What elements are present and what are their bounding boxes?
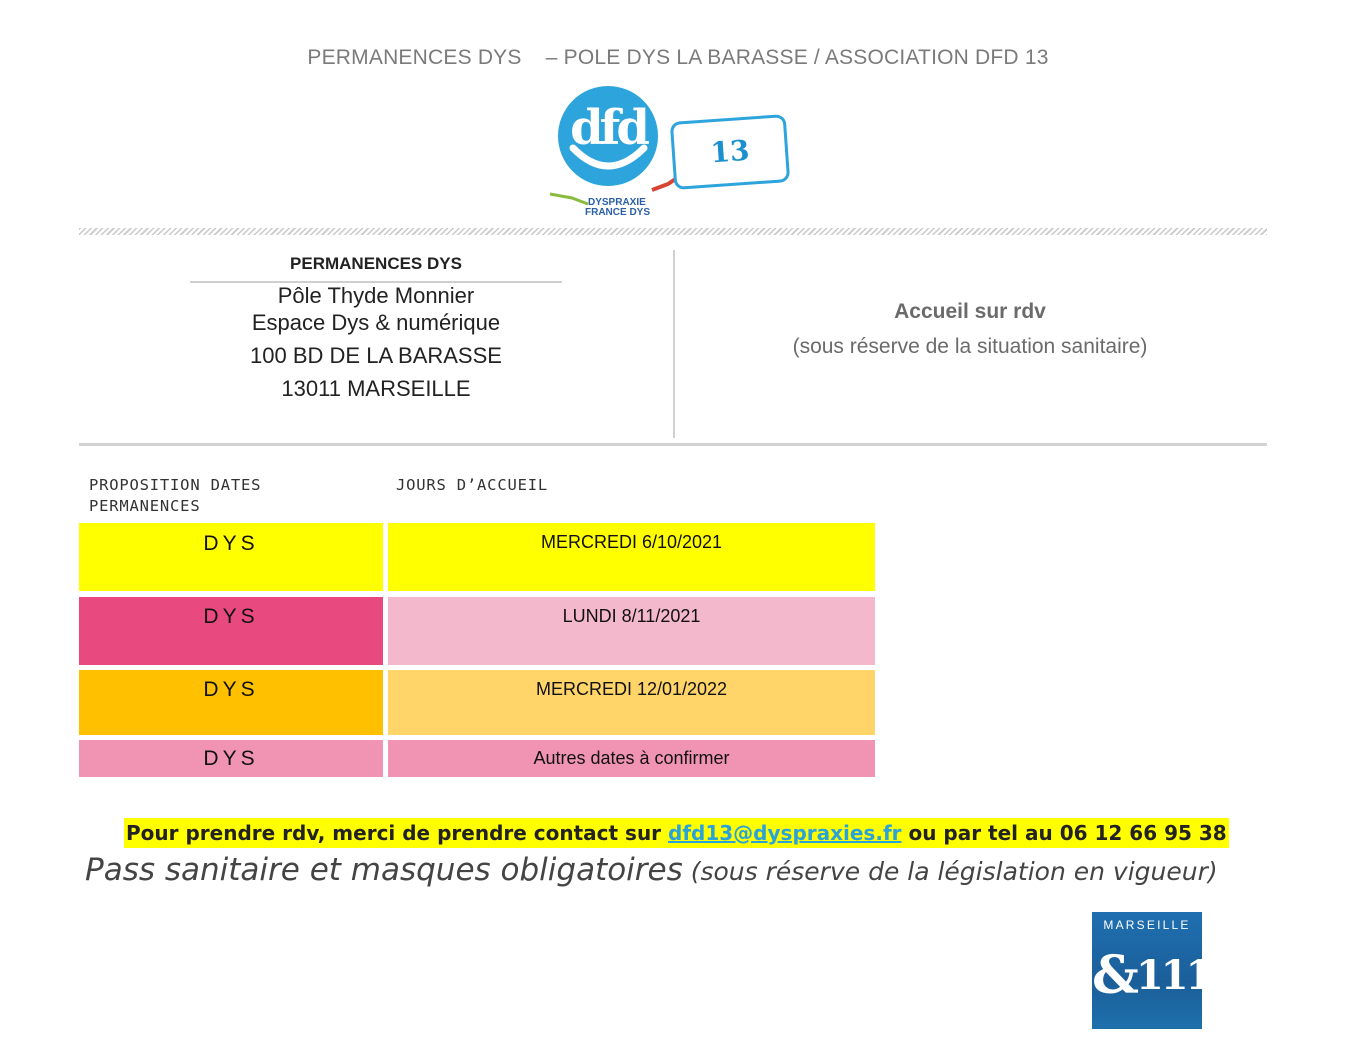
dfd-logo-badge: 13 [670,114,790,190]
info-heading: PERMANENCES DYS [290,254,462,273]
dfd-logo-tagline-2: FRANCE DYS [585,207,651,218]
table-cell-date: Autres dates à confirmer [388,740,875,777]
address-line: Espace Dys & numérique [251,310,501,335]
table-cell-type: DYS [79,597,383,665]
accueil-title: Accueil sur rdv [894,300,1046,323]
page-title: PERMANENCES DYS – POLE DYS LA BARASSE / ASSOCIATION DFD 13 [307,46,1049,69]
table-cell-date: MERCREDI 6/10/2021 [388,523,875,591]
table-cell-type: DYS [79,740,383,777]
pass-main-text: Pass sanitaire et masques obligatoires [85,852,683,888]
accueil-note: (sous réserve de la situation sanitaire) [792,335,1148,358]
marseille-logo-label: MARSEILLE [1103,918,1191,932]
pass-note-text: (sous réserve de la législation en vigueur) [682,857,1218,886]
marseille-11-12-logo [1092,912,1236,1029]
column-header-dates: PROPOSITION DATES PERMANENCES [89,476,262,515]
address-line: Pôle Thyde Monnier [277,283,475,308]
dfd-logo-tagline-1: DYSPRAXIE [588,197,646,208]
table-cell-date: LUNDI 8/11/2021 [388,597,875,665]
marseille-logo-mark: &$^{11}$12 [1092,945,1236,1006]
dfd-logo-text: dfd [570,100,646,156]
address-line: 100 BD DE LA BARASSE [250,343,502,368]
hatched-divider [79,228,1267,235]
table-cell-date: MERCREDI 12/01/2022 [388,670,875,735]
column-header-days: JOURS D’ACCUEIL [396,476,548,494]
table-cell-type: DYS [79,670,383,735]
contact-suffix: ou par tel au 06 12 66 95 38 [901,821,1227,845]
contact-line [124,818,1229,848]
table-cell-type: DYS [79,523,383,591]
contact-prefix: Pour prendre rdv, merci de prendre contact sur [126,821,669,845]
address-line: 13011 MARSEILLE [281,376,471,401]
contact-email-link[interactable]: dfd13@dyspraxies.fr [668,821,902,845]
pass-sanitaire-notice [85,852,1275,888]
section-divider [79,443,1267,446]
